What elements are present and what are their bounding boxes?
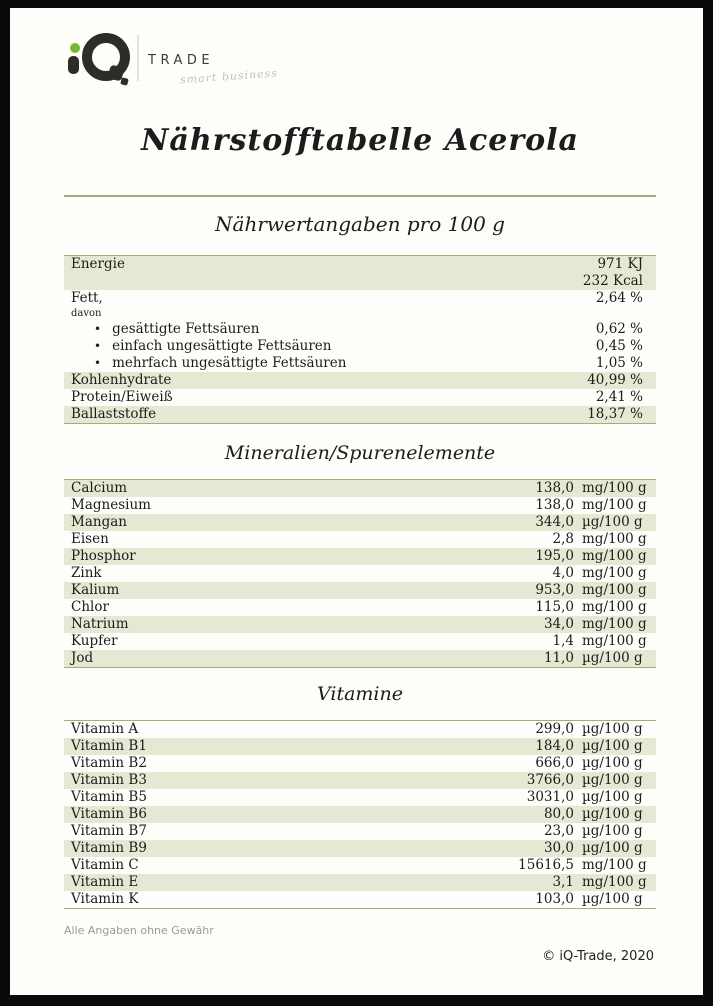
- row-value: [516, 633, 656, 650]
- row-value-number: 30,0: [543, 840, 574, 856]
- table-row: [64, 389, 656, 406]
- table-row: [64, 480, 656, 497]
- table-row: [64, 755, 656, 772]
- table-row: [64, 338, 656, 355]
- row-value-number: 23,0: [543, 823, 574, 839]
- bullet-icon: •: [94, 356, 102, 370]
- row-value: [516, 891, 656, 908]
- row-label-text: Kohlenhydrate: [71, 372, 172, 388]
- row-label: Vitamin B2: [71, 755, 147, 771]
- row-value: 18,37 %: [587, 406, 643, 422]
- table-row: [64, 789, 656, 806]
- row-label: [71, 256, 125, 273]
- logo-tagline-signature: smart business: [179, 66, 279, 87]
- row-label: Vitamin B5: [71, 789, 147, 805]
- row-value: [516, 548, 656, 565]
- row-value-number: 299,0: [535, 721, 574, 737]
- row-label: Vitamin E: [71, 874, 139, 890]
- row-label: [94, 355, 346, 372]
- row-value-unit: µg/100 g: [582, 721, 643, 737]
- row-value-unit: mg/100 g: [582, 582, 647, 598]
- row-value: [516, 772, 656, 789]
- row-value-unit: µg/100 g: [582, 840, 643, 856]
- row-value: [516, 616, 656, 633]
- row-value-unit: µg/100 g: [582, 891, 643, 907]
- row-value: 0,45 %: [595, 338, 643, 354]
- row-value: [516, 874, 656, 891]
- row-label: Vitamin K: [71, 891, 139, 907]
- row-value: [516, 650, 656, 667]
- row-value-unit: mg/100 g: [582, 497, 647, 513]
- table-row: [64, 256, 656, 290]
- row-value: 2,64 %: [595, 290, 643, 306]
- row-value-number: 34,0: [543, 616, 574, 632]
- table-row: [64, 806, 656, 823]
- row-value-unit: µg/100 g: [582, 755, 643, 771]
- document-page: [10, 8, 703, 995]
- bullet-icon: •: [94, 322, 102, 336]
- logo-brand-text: TRADE: [148, 53, 215, 68]
- row-value-number: 138,0: [535, 497, 574, 513]
- row-label: Vitamin A: [71, 721, 139, 737]
- iq-trade-logo: [64, 33, 656, 85]
- row-label: Vitamin B9: [71, 840, 147, 856]
- row-value: [583, 256, 656, 290]
- row-value-unit: mg/100 g: [582, 599, 647, 615]
- row-value: [516, 857, 656, 874]
- minerals-heading: Mineralien/Spurenelemente: [224, 442, 496, 464]
- row-label: Vitamin B7: [71, 823, 147, 839]
- row-value-unit: mg/100 g: [582, 616, 647, 632]
- row-value-number: 3766,0: [526, 772, 574, 788]
- logo-divider: [137, 35, 139, 81]
- table-row: [64, 721, 656, 738]
- row-value: [516, 823, 656, 840]
- table-row: [64, 599, 656, 616]
- row-value: 2,41 %: [595, 389, 643, 405]
- row-value-number: 3031,0: [526, 789, 574, 805]
- row-value: [516, 806, 656, 823]
- row-value-number: 115,0: [535, 599, 574, 615]
- table-row: [64, 321, 656, 338]
- table-row: [64, 565, 656, 582]
- row-value-number: 4,0: [552, 565, 574, 581]
- row-value-number: 3,1: [552, 874, 574, 890]
- row-label: Jod: [71, 650, 94, 666]
- page-subtitle: Nährwertangaben pro 100 g: [215, 212, 505, 236]
- row-value: [516, 738, 656, 755]
- row-value-unit: µg/100 g: [582, 823, 643, 839]
- nutrition-table: [64, 255, 656, 424]
- row-label: Phosphor: [71, 548, 136, 564]
- row-label: Magnesium: [71, 497, 151, 513]
- table-row: [64, 840, 656, 857]
- logo-i-stem-icon: [68, 56, 79, 74]
- row-value-unit: µg/100 g: [582, 806, 643, 822]
- row-label: Vitamin C: [71, 857, 139, 873]
- row-value: [516, 840, 656, 857]
- row-label-text: Ballaststoffe: [71, 406, 157, 422]
- disclaimer-note: Alle Angaben ohne Gewähr: [64, 924, 214, 937]
- row-value: 40,99 %: [587, 372, 643, 388]
- row-value-number: 80,0: [543, 806, 574, 822]
- row-label: [71, 389, 173, 406]
- row-value-number: 15616,5: [518, 857, 574, 873]
- table-row: [64, 582, 656, 599]
- row-label: Vitamin B1: [71, 738, 147, 754]
- logo-q-tail-icon: [120, 77, 129, 86]
- table-row: [64, 355, 656, 372]
- row-value-number: 184,0: [535, 738, 574, 754]
- row-label: Zink: [71, 565, 102, 581]
- row-label: Vitamin B3: [71, 772, 147, 788]
- row-sublabel: davon: [71, 308, 102, 319]
- row-value-number: 11,0: [543, 650, 574, 666]
- page-title: Nährstofftabelle Acerola: [140, 123, 579, 158]
- row-label: Kupfer: [71, 633, 118, 649]
- table-row: [64, 290, 656, 321]
- row-value: [516, 565, 656, 582]
- row-label: [71, 372, 171, 389]
- row-value: 1,05 %: [595, 355, 643, 371]
- row-value-number: 138,0: [535, 480, 574, 496]
- minerals-table: [64, 479, 656, 668]
- row-value-number: 103,0: [535, 891, 574, 907]
- row-value: [516, 721, 656, 738]
- row-value-unit: mg/100 g: [582, 857, 647, 873]
- row-value: [516, 514, 656, 531]
- row-value: [516, 599, 656, 616]
- horizontal-rule: [64, 195, 656, 197]
- table-row: [64, 531, 656, 548]
- row-value-number: 195,0: [535, 548, 574, 564]
- table-row: [64, 650, 656, 667]
- row-value-unit: mg/100 g: [582, 548, 647, 564]
- row-label: Mangan: [71, 514, 127, 530]
- row-value: [516, 755, 656, 772]
- table-row: [64, 633, 656, 650]
- row-value-unit: µg/100 g: [582, 789, 643, 805]
- row-label: [94, 338, 331, 355]
- row-value: [516, 480, 656, 497]
- row-label: [71, 290, 103, 321]
- row-value-number: 2,8: [552, 531, 574, 547]
- vitamins-heading: Vitamine: [316, 683, 403, 705]
- row-label: [94, 321, 259, 338]
- table-row: [64, 616, 656, 633]
- row-value-unit: µg/100 g: [582, 650, 643, 666]
- row-value: [516, 582, 656, 599]
- row-value-unit: mg/100 g: [582, 565, 647, 581]
- table-row: [64, 772, 656, 789]
- vitamins-table: [64, 720, 656, 909]
- row-value-number: 344,0: [535, 514, 574, 530]
- row-label: Chlor: [71, 599, 109, 615]
- table-row: [64, 406, 656, 423]
- row-value: [516, 789, 656, 806]
- row-label: Calcium: [71, 480, 128, 496]
- row-value-number: 953,0: [535, 582, 574, 598]
- table-row: [64, 548, 656, 565]
- row-label: Natrium: [71, 616, 129, 632]
- table-row: [64, 738, 656, 755]
- row-value-unit: mg/100 g: [582, 633, 647, 649]
- row-value-unit: mg/100 g: [582, 531, 647, 547]
- bullet-icon: •: [94, 339, 102, 353]
- row-value-line: 971 KJ: [597, 256, 643, 272]
- row-value-number: 1,4: [552, 633, 574, 649]
- table-row: [64, 857, 656, 874]
- row-label-text: einfach ungesättigte Fettsäuren: [112, 338, 332, 354]
- row-value-unit: mg/100 g: [582, 480, 647, 496]
- row-value-unit: mg/100 g: [582, 874, 647, 890]
- row-value-unit: µg/100 g: [582, 514, 643, 530]
- table-row: [64, 497, 656, 514]
- row-label-text: mehrfach ungesättigte Fettsäuren: [112, 355, 347, 371]
- row-value: [516, 497, 656, 514]
- logo-i-dot-icon: [70, 43, 80, 53]
- row-label: Eisen: [71, 531, 109, 547]
- row-label-text: Energie: [71, 256, 125, 272]
- row-value-unit: µg/100 g: [582, 738, 643, 754]
- row-value-unit: µg/100 g: [582, 772, 643, 788]
- row-value: 0,62 %: [595, 321, 643, 337]
- row-label: Kalium: [71, 582, 120, 598]
- table-row: [64, 891, 656, 908]
- table-row: [64, 372, 656, 389]
- row-value: [516, 531, 656, 548]
- table-row: [64, 874, 656, 891]
- row-label: Vitamin B6: [71, 806, 147, 822]
- row-label-text: gesättigte Fettsäuren: [112, 321, 260, 337]
- copyright-notice: © iQ-Trade, 2020: [542, 949, 654, 964]
- row-label-text: Fett,: [71, 290, 103, 306]
- table-row: [64, 823, 656, 840]
- row-label: [71, 406, 156, 423]
- row-label-text: Protein/Eiweiß: [71, 389, 173, 405]
- row-value-number: 666,0: [535, 755, 574, 771]
- table-row: [64, 514, 656, 531]
- row-value-line: 232 Kcal: [582, 273, 643, 289]
